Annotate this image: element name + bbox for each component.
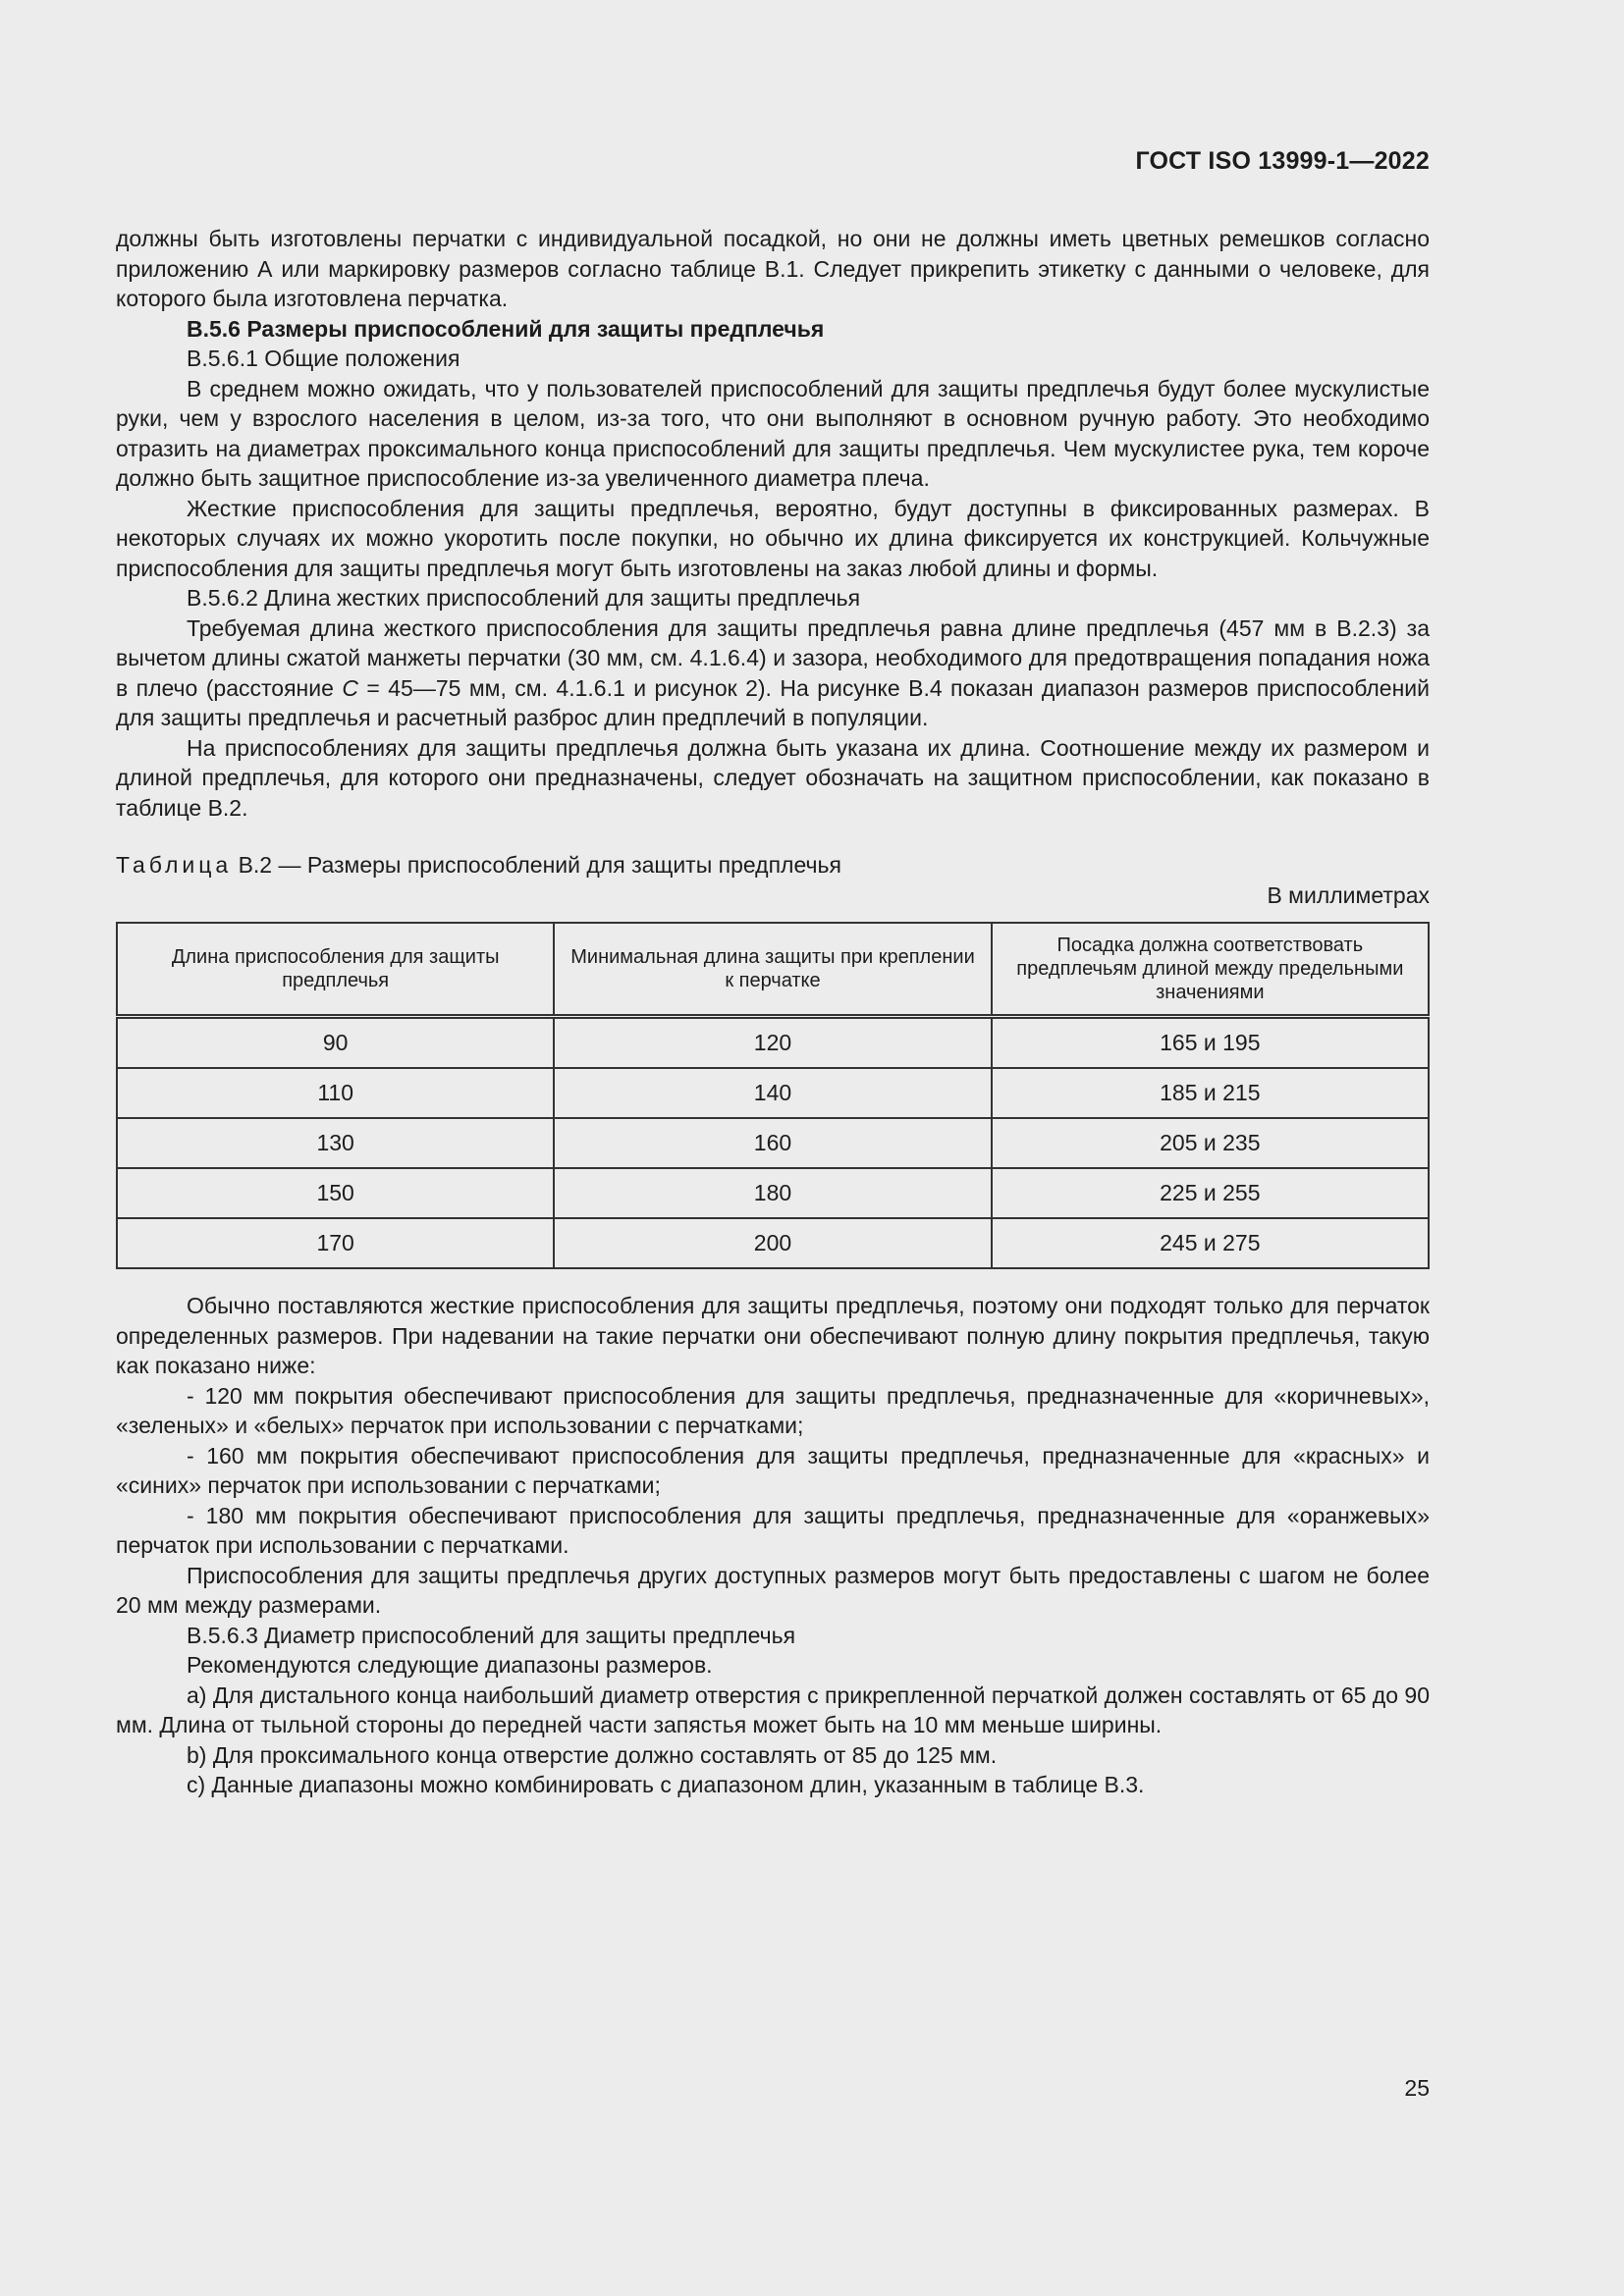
table-row (117, 1168, 1429, 1218)
paragraph: Рекомендуются следующие диапазоны размеров. (187, 1652, 713, 1678)
paragraph: Жесткие приспособления для защиты предплечья, вероятно, будут доступны в фиксированных размерах. В некоторых случаях их можно укоротить после покупки, но обычно их длина фиксируется их конструкцией. Кольчужные приспособления для защиты предплечья могут быть изготовлены на заказ любой длины и формы. (116, 495, 1430, 581)
list-item: c) Данные диапазоны можно комбинировать с диапазоном длин, указанным в таблице В.3. (187, 1772, 1145, 1797)
table-cell: 130 (117, 1118, 554, 1168)
list-item: - 120 мм покрытия обеспечивают приспособления для защиты предплечья, предназначенные для «коричневых», «зеленых» и «белых» перчаток при использовании с перчатками; (116, 1382, 1430, 1438)
paragraph: Приспособления для защиты предплечья других доступных размеров могут быть предоставлены с шагом не более 20 мм между размерами. (116, 1562, 1430, 1618)
page-number: 25 (1404, 2075, 1430, 2101)
table-cell: 120 (554, 1017, 991, 1069)
paragraph-text: = 45—75 мм, см. 4.1.6.1 и рисунок 2). На рисунке В.4 показан диапазон размеров приспособлений для защиты предплечья и расчетный разброс длин предплечий в популяции. (116, 674, 1430, 730)
list-item: - 160 мм покрытия обеспечивают приспособления для защиты предплечья, предназначенные для «красных» и «синих» перчаток при использовании с перчатками; (116, 1442, 1430, 1498)
table-caption-text: В.2 — Размеры приспособлений для защиты предплечья (238, 852, 841, 878)
table-cell: 225 и 255 (992, 1168, 1429, 1218)
column-header: Минимальная длина защиты при креплении к перчатке (554, 923, 991, 1017)
table-cell: 150 (117, 1168, 554, 1218)
table-caption-label: Таблица (116, 852, 233, 878)
table-cell: 245 и 275 (992, 1218, 1429, 1268)
column-header: Посадка должна соответствовать предплечьям длиной между предельными значениями (992, 923, 1429, 1017)
table-row (117, 1017, 1429, 1069)
subsection-heading: В.5.6.1 Общие положения (187, 346, 460, 371)
table-row (117, 1068, 1429, 1118)
table-row (117, 1218, 1429, 1268)
table-units: В миллиметрах (1267, 881, 1430, 908)
paragraph: На приспособлениях для защиты предплечья должна быть указана их длина. Соотношение между их размером и длиной предплечья, для которого они предназначены, следует обозначать на защитном приспособлении, как показано в таблице В.2. (116, 734, 1430, 821)
table-cell: 185 и 215 (992, 1068, 1429, 1118)
table-cell: 165 и 195 (992, 1017, 1429, 1069)
table-cell: 160 (554, 1118, 991, 1168)
table-caption (116, 850, 1430, 881)
forearm-guard-size-table (116, 922, 1430, 1269)
table-cell: 200 (554, 1218, 991, 1268)
list-item: - 180 мм покрытия обеспечивают приспособления для защиты предплечья, предназначенные для «оранжевых» перчаток при использовании с перчатками. (116, 1502, 1430, 1558)
table-header-row (117, 923, 1429, 1017)
table-cell: 90 (117, 1017, 554, 1069)
document-code-header: ГОСТ ISO 13999-1—2022 (1135, 147, 1430, 175)
table-cell: 180 (554, 1168, 991, 1218)
paragraph: должны быть изготовлены перчатки с индивидуальной посадкой, но они не должны иметь цветных ремешков согласно приложению А или маркировку размеров согласно таблице В.1. Следует прикрепить этикетку с данными о человеке, для которого была изготовлена перчатка. (116, 226, 1430, 311)
variable-symbol: C (342, 674, 358, 701)
table-cell: 170 (117, 1218, 554, 1268)
table-cell: 110 (117, 1068, 554, 1118)
list-item: b) Для проксимального конца отверстие должно составлять от 85 до 125 мм. (187, 1741, 998, 1768)
list-item: a) Для дистального конца наибольший диаметр отверстия с прикрепленной перчаткой должен составлять от 65 до 90 мм. Длина от тыльной стороны до передней части запястья может быть на 10 мм меньше ширины. (116, 1682, 1430, 1737)
table-row (117, 1118, 1429, 1168)
table-cell: 140 (554, 1068, 991, 1118)
paragraph: Обычно поставляются жесткие приспособления для защиты предплечья, поэтому они подходят только для перчаток определенных размеров. При надевании на такие перчатки они обеспечивают полную длину покрытия предплечья, такую как показано ниже: (116, 1293, 1430, 1378)
document-body (116, 224, 1430, 1800)
subsection-heading: В.5.6.2 Длина жестких приспособлений для защиты предплечья (187, 585, 861, 611)
paragraph: В среднем можно ожидать, что у пользователей приспособлений для защиты предплечья будут более мускулистые руки, чем у взрослого населения в целом, из-за того, что они выполняют в основном ручную работу. Это необходимо отразить на диаметрах проксимального конца приспособлений для защиты предплечья. Чем мускулистее рука, тем короче должно быть защитное приспособление из-за увеличенного диаметра плеча. (116, 375, 1430, 491)
paragraph (116, 614, 1430, 733)
paragraph-text: Требуемая длина жесткого приспособления для защиты предплечья равна длине предплечья (457 мм в В.2.3) за вычетом длины сжатой манжеты перчатки (30 мм, см. 4.1.6.4) и зазора, необходимого для предотвращения попадания ножа в плечо (расстояние (116, 614, 1430, 701)
column-header: Длина приспособления для защиты предплечья (117, 923, 554, 1017)
subsection-heading: В.5.6.3 Диаметр приспособлений для защиты предплечья (187, 1622, 796, 1648)
table-cell: 205 и 235 (992, 1118, 1429, 1168)
section-heading: В.5.6 Размеры приспособлений для защиты предплечья (187, 315, 825, 342)
